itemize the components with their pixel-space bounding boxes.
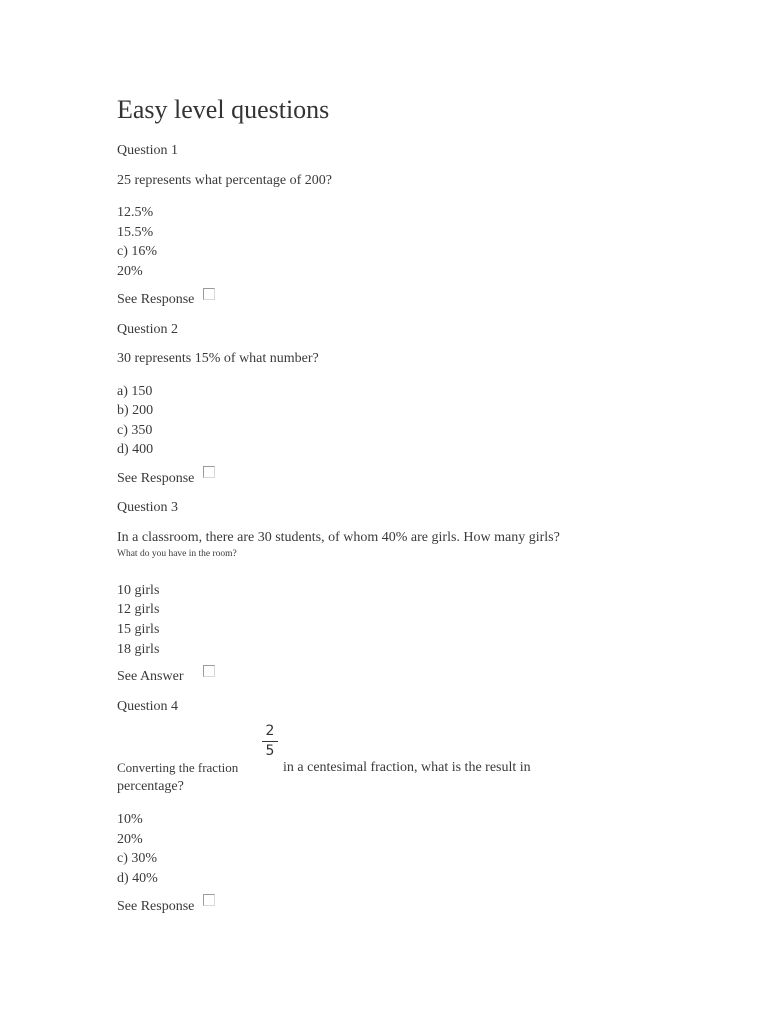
question-4-stem-end: in a centesimal fraction, what is the result in [283, 760, 531, 775]
question-1-label: Question 1 [117, 143, 179, 158]
question-3-stem: In a classroom, there are 30 students, of whom 40% are girls. How many girls? [117, 530, 560, 545]
question-3-label: Question 3 [117, 500, 179, 515]
fraction-denominator: 5 [265, 743, 275, 759]
question-2-see-response-checkbox[interactable] [203, 466, 215, 478]
question-4-stem-start: Converting the fraction [117, 760, 239, 775]
question-4-option-4: d) 40% [117, 871, 158, 886]
question-1-see-response-checkbox[interactable] [203, 288, 215, 300]
question-4-option-2: 20% [117, 832, 143, 847]
question-2-stem: 30 represents 15% of what number? [117, 351, 319, 366]
question-1-see-response-label: See Response [117, 292, 195, 307]
question-3-see-answer-checkbox[interactable] [203, 665, 215, 677]
question-2-label: Question 2 [117, 322, 179, 337]
fraction-bar [262, 741, 278, 742]
question-3-see-answer-label: See Answer [117, 669, 184, 684]
question-1-option-3: c) 16% [117, 244, 158, 259]
question-3-option-4: 18 girls [117, 642, 160, 657]
question-1-stem: 25 represents what percentage of 200? [117, 173, 332, 188]
question-1-option-2: 15.5% [117, 225, 154, 240]
question-1-option-4: 20% [117, 264, 143, 279]
question-4-see-response-checkbox[interactable] [203, 894, 215, 906]
question-2-see-response-label: See Response [117, 471, 195, 486]
fraction [262, 723, 278, 760]
question-3-option-3: 15 girls [117, 622, 160, 637]
question-4-option-3: c) 30% [117, 851, 158, 866]
question-2-option-c: c) 350 [117, 423, 153, 438]
question-3-option-1: 10 girls [117, 583, 160, 598]
fraction-numerator: 2 [265, 723, 275, 739]
question-3-option-2: 12 girls [117, 602, 160, 617]
question-4-label: Question 4 [117, 699, 179, 714]
question-2-option-b: b) 200 [117, 403, 154, 418]
question-4-see-response-label: See Response [117, 899, 195, 914]
question-4-option-1: 10% [117, 812, 143, 827]
question-2-option-d: d) 400 [117, 442, 154, 457]
question-4-stem-line2: percentage? [117, 779, 184, 794]
question-3-note: What do you have in the room? [117, 549, 237, 559]
question-1-option-1: 12.5% [117, 205, 154, 220]
page-title: Easy level questions [117, 95, 330, 124]
question-2-option-a: a) 150 [117, 384, 153, 399]
